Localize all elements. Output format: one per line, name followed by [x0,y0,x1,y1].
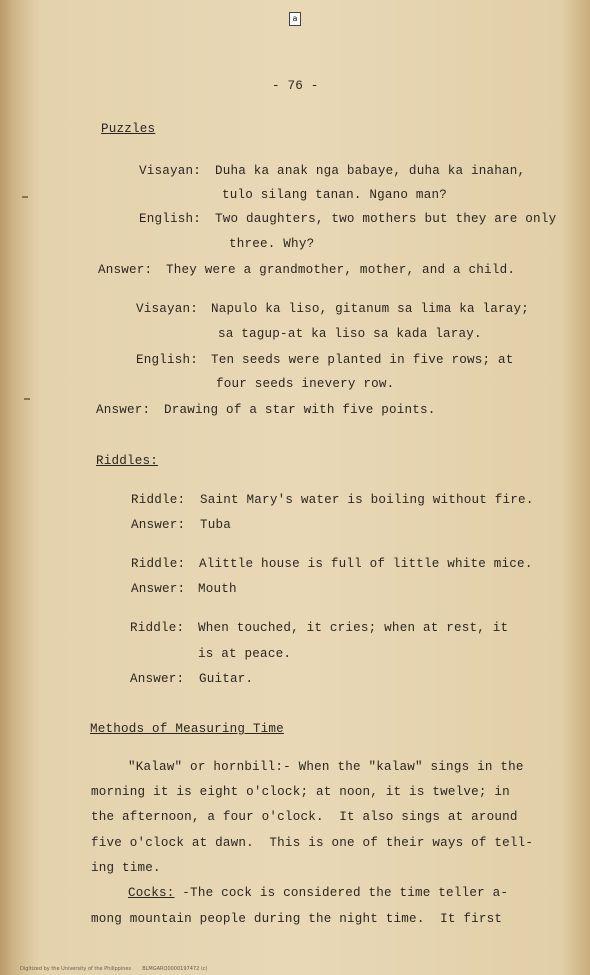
cocks-label: Cocks: [128,886,175,900]
methods-heading: Methods of Measuring Time [90,722,284,736]
binding-mark [24,398,30,400]
riddle3-answer-text: Guitar. [199,672,254,686]
riddle3-line2: is at peace. [198,647,292,661]
puzzle2-english-label: English: [136,353,199,367]
footer-text: Digitized by the University of the Philippines BLMGARQ0000197472 (c) [20,966,208,972]
puzzle1-english-line2: three. Why? [229,237,315,251]
riddle3-label: Riddle: [130,621,185,635]
riddle2-text: Alittle house is full of little white mice. [199,557,533,571]
methods-para-line: the afternoon, a four o'clock. It also sings at around [91,810,518,824]
cocks-line [128,886,508,900]
methods-para-line: mong mountain people during the night time. It first [91,912,503,926]
puzzle2-english-line2: four seeds inevery row. [216,377,395,391]
riddles-heading: Riddles: [96,454,159,468]
puzzle1-english-label: English: [139,212,202,226]
riddle3-line1: When touched, it cries; when at rest, it [198,621,509,635]
riddle1-label: Riddle: [131,493,186,507]
page-number: - 76 - [272,79,319,93]
riddle2-answer-label: Answer: [131,582,186,596]
puzzle1-visayan-line2: tulo silang tanan. Ngano man? [222,188,447,202]
puzzle2-answer-label: Answer: [96,403,151,417]
puzzle2-answer-text: Drawing of a star with five points. [164,403,436,417]
puzzle1-visayan-line1: Duha ka anak nga babaye, duha ka inahan, [215,164,526,178]
puzzle2-visayan-label: Visayan: [136,302,199,316]
puzzle1-answer-text: They were a grandmother, mother, and a child. [166,263,516,277]
puzzle2-visayan-line1: Napulo ka liso, gitanum sa lima ka laray; [211,302,530,316]
puzzle1-answer-label: Answer: [98,263,153,277]
binding-mark [22,196,28,198]
riddle2-label: Riddle: [131,557,186,571]
puzzle1-visayan-label: Visayan: [139,164,202,178]
methods-para-line: ing time. [91,861,161,875]
methods-para-line: morning it is eight o'clock; at noon, it is twelve; in [91,785,510,799]
riddle1-text: Saint Mary's water is boiling without fire. [200,493,534,507]
riddle1-answer-text: Tuba [200,518,232,532]
methods-para-line: five o'clock at dawn. This is one of their ways of tell- [91,836,534,850]
cocks-text: -The cock is considered the time teller a- [174,886,509,900]
methods-para-line: "Kalaw" or hornbill:- When the "kalaw" sings in the [128,760,524,774]
puzzles-heading: Puzzles [101,122,156,136]
puzzle2-visayan-line2: sa tagup-at ka liso sa kada laray. [218,327,482,341]
riddle1-answer-label: Answer: [131,518,186,532]
riddle3-answer-label: Answer: [130,672,185,686]
riddle2-answer-text: Mouth [198,582,237,596]
page-stamp: a [289,12,301,26]
puzzle1-english-line1: Two daughters, two mothers but they are only [215,212,557,226]
puzzle2-english-line1: Ten seeds were planted in five rows; at [211,353,514,367]
